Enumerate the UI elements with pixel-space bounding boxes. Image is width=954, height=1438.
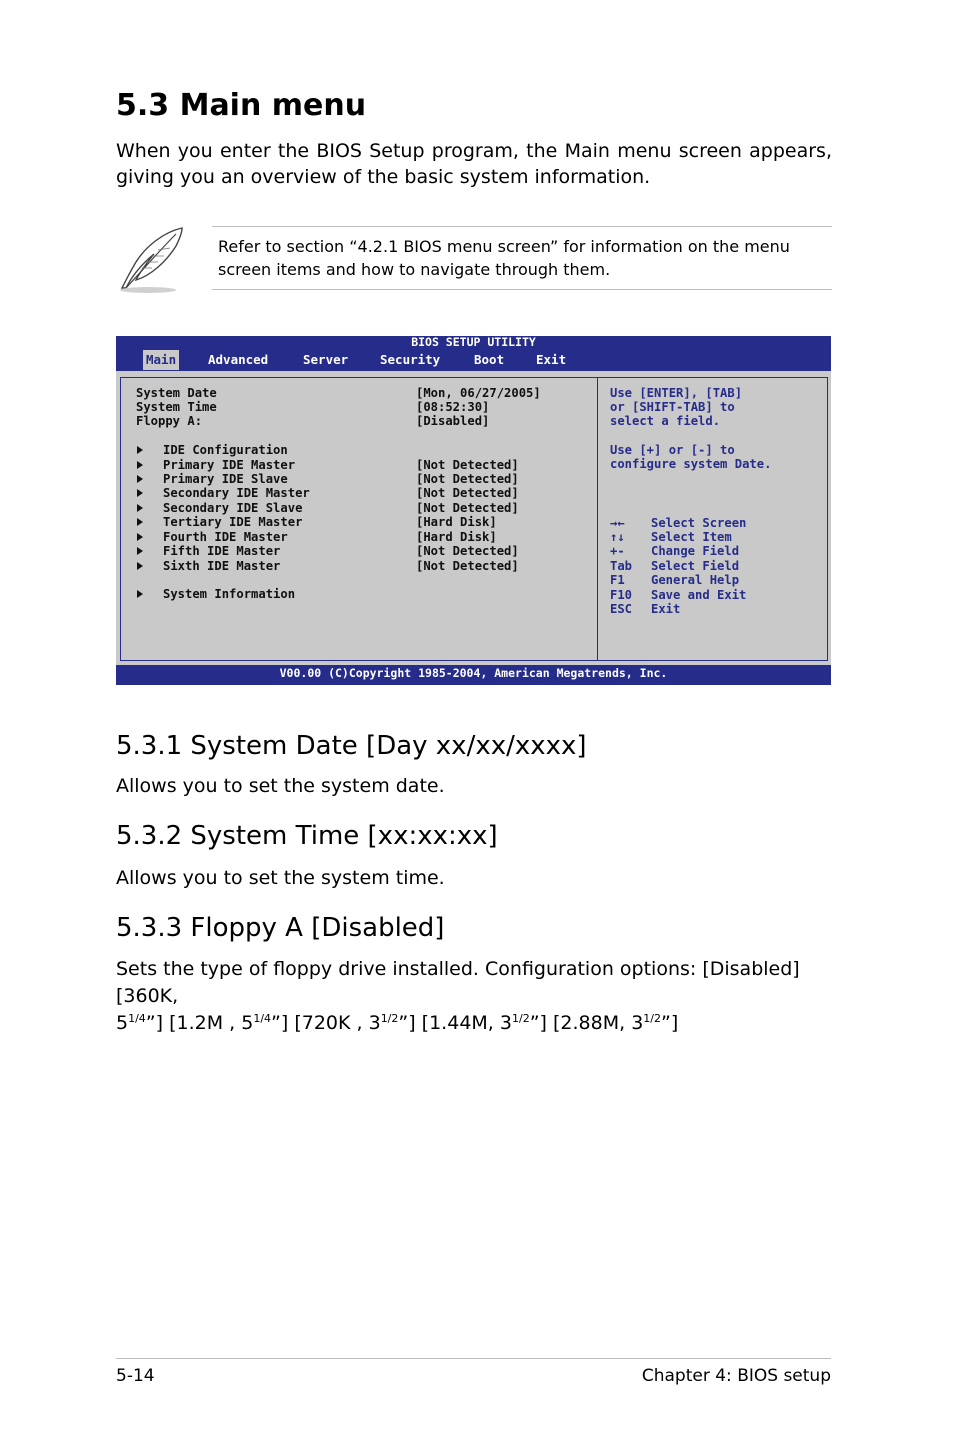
- key-plus-minus: +-: [610, 544, 625, 558]
- bios-panel: [116, 371, 831, 665]
- submenu-fourth-ide-master-value: [Hard Disk]: [416, 530, 497, 544]
- floppy-option-fragment: ”]: [660, 1012, 679, 1034]
- key-action: Save and Exit: [651, 588, 747, 602]
- submenu-fourth-ide-master[interactable]: Fourth IDE Master: [163, 530, 288, 544]
- help-line: select a field.: [610, 414, 721, 428]
- field-system-date-label[interactable]: System Date: [136, 386, 217, 400]
- section-body-system-time: Allows you to set the system time.: [116, 867, 445, 889]
- intro-paragraph: When you enter the BIOS Setup program, the Main menu screen appears, giving you an overview of the basic system information.: [116, 140, 832, 188]
- note-box: [212, 226, 832, 290]
- submenu-tertiary-ide-master-value: [Hard Disk]: [416, 515, 497, 529]
- submenu-arrow-icon: [137, 446, 143, 454]
- floppy-option-fragment: 3: [499, 1012, 512, 1034]
- feather-pen-icon: [112, 224, 188, 296]
- key-action: Select Screen: [651, 516, 747, 530]
- submenu-fifth-ide-master-value: [Not Detected]: [416, 544, 519, 558]
- floppy-option-fragment: 5: [116, 1012, 129, 1034]
- floppy-option-fragment: ”] [2.88M,: [529, 1012, 632, 1034]
- bios-tab-main[interactable]: Main: [143, 350, 179, 370]
- footer-divider: [116, 1358, 831, 1359]
- page-title: 5.3 Main menu: [116, 88, 367, 123]
- submenu-tertiary-ide-master[interactable]: Tertiary IDE Master: [163, 515, 303, 529]
- submenu-system-information[interactable]: System Information: [163, 587, 296, 601]
- key-action: Select Item: [651, 530, 732, 544]
- submenu-arrow-icon: [137, 562, 143, 570]
- submenu-primary-ide-slave[interactable]: Primary IDE Slave: [163, 472, 288, 486]
- key-arrows-ud: ↑↓: [610, 530, 625, 544]
- bios-tab-server[interactable]: Server: [303, 352, 349, 367]
- floppy-option-fraction: 1/2: [380, 1012, 399, 1025]
- floppy-option-fragment: 5: [241, 1012, 254, 1034]
- help-line: Use [+] or [-] to: [610, 443, 735, 457]
- bios-tab-advanced[interactable]: Advanced: [208, 352, 269, 367]
- submenu-sixth-ide-master[interactable]: Sixth IDE Master: [163, 559, 281, 573]
- page-number: 5-14: [116, 1366, 155, 1386]
- bios-tab-exit[interactable]: Exit: [536, 352, 567, 367]
- submenu-arrow-icon: [137, 547, 143, 555]
- submenu-ide-configuration[interactable]: IDE Configuration: [163, 443, 288, 457]
- floppy-option-fragment: 3: [368, 1012, 381, 1034]
- section-heading-system-time: 5.3.2 System Time [xx:xx:xx]: [116, 821, 498, 851]
- key-action: General Help: [651, 573, 740, 587]
- submenu-secondary-ide-slave[interactable]: Secondary IDE Slave: [163, 501, 303, 515]
- field-floppy-a-value[interactable]: [Disabled]: [416, 414, 490, 428]
- key-esc: ESC: [610, 602, 633, 616]
- bios-footer: V00.00 (C)Copyright 1985-2004, American Megatrends, Inc.: [279, 666, 668, 680]
- help-line: or [SHIFT-TAB] to: [610, 400, 735, 414]
- bios-screen: [116, 336, 831, 685]
- floppy-option-fragment: ”] [1.44M,: [398, 1012, 500, 1034]
- submenu-arrow-icon: [137, 489, 143, 497]
- floppy-option-fraction: 1/4: [253, 1012, 272, 1025]
- key-f10: F10: [610, 588, 633, 602]
- section-heading-system-date: 5.3.1 System Date [Day xx/xx/xxxx]: [116, 731, 587, 761]
- submenu-primary-ide-master[interactable]: Primary IDE Master: [163, 458, 296, 472]
- floppy-option-fraction: 1/2: [511, 1012, 530, 1025]
- field-system-time-value[interactable]: [08:52:30]: [416, 400, 490, 414]
- submenu-arrow-icon: [137, 461, 143, 469]
- help-line: configure system Date.: [610, 457, 772, 471]
- floppy-option-fragment: ”] [1.2M ,: [145, 1012, 242, 1034]
- floppy-options-paragraph: [116, 956, 836, 1037]
- field-system-time-label[interactable]: System Time: [136, 400, 217, 414]
- submenu-arrow-icon: [137, 590, 143, 598]
- section-body-system-date: Allows you to set the system date.: [116, 775, 445, 797]
- floppy-option-fragment: ”] [720K ,: [271, 1012, 369, 1034]
- submenu-sixth-ide-master-value: [Not Detected]: [416, 559, 519, 573]
- floppy-option-fraction: 1/4: [128, 1012, 146, 1025]
- submenu-primary-ide-master-value: [Not Detected]: [416, 458, 519, 472]
- submenu-arrow-icon: [137, 518, 143, 526]
- floppy-option-fraction: 1/2: [643, 1012, 661, 1025]
- submenu-fifth-ide-master[interactable]: Fifth IDE Master: [163, 544, 281, 558]
- field-floppy-a-label[interactable]: Floppy A:: [136, 414, 203, 428]
- bios-title: BIOS SETUP UTILITY: [411, 335, 536, 349]
- floppy-option-fragment: 3: [631, 1012, 644, 1034]
- submenu-secondary-ide-master-value: [Not Detected]: [416, 486, 519, 500]
- key-action: Select Field: [651, 559, 740, 573]
- submenu-secondary-ide-master[interactable]: Secondary IDE Master: [163, 486, 310, 500]
- key-tab: Tab: [610, 559, 633, 573]
- key-arrows-lr: →←: [610, 516, 625, 530]
- submenu-arrow-icon: [137, 504, 143, 512]
- floppy-options-line1: Sets the type of floppy drive installed. Configuration options: [Disabled] [360K,: [116, 958, 800, 1007]
- chapter-label: Chapter 4: BIOS setup: [641, 1366, 831, 1386]
- key-f1: F1: [610, 573, 625, 587]
- bios-tab-security[interactable]: Security: [380, 352, 441, 367]
- key-action: Change Field: [651, 544, 740, 558]
- submenu-arrow-icon: [137, 475, 143, 483]
- floppy-options-line2: [116, 1010, 836, 1037]
- key-action: Exit: [651, 602, 681, 616]
- note-text: Refer to section “4.2.1 BIOS menu screen” for information on the menu screen items and how to navigate through them.: [218, 237, 790, 279]
- submenu-primary-ide-slave-value: [Not Detected]: [416, 472, 519, 486]
- submenu-arrow-icon: [137, 533, 143, 541]
- section-heading-floppy-a: 5.3.3 Floppy A [Disabled]: [116, 913, 445, 943]
- help-line: Use [ENTER], [TAB]: [610, 386, 743, 400]
- submenu-secondary-ide-slave-value: [Not Detected]: [416, 501, 519, 515]
- bios-tab-boot[interactable]: Boot: [474, 352, 505, 367]
- field-system-date-value[interactable]: [Mon, 06/27/2005]: [416, 386, 541, 400]
